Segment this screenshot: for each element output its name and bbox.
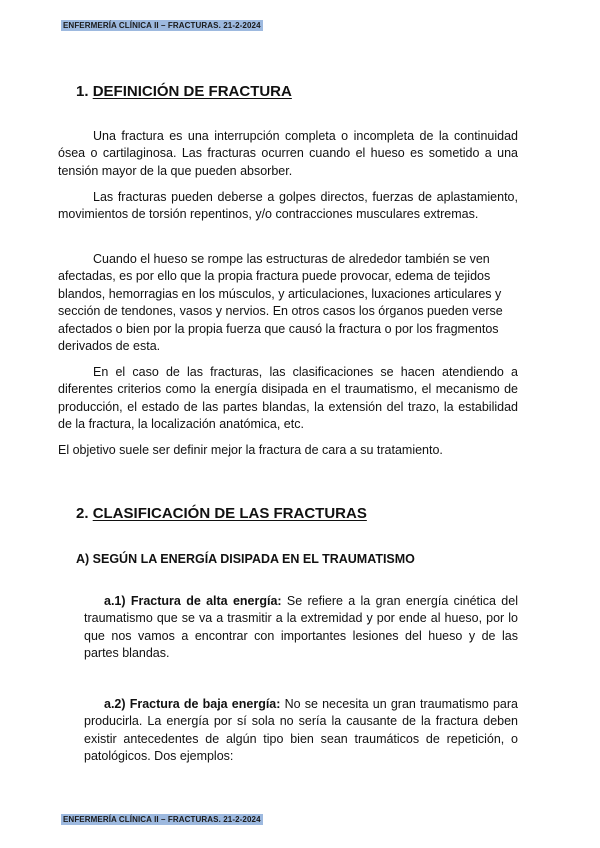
- causes-paragraph: Las fracturas pueden deberse a golpes directos, fuerzas de aplastamiento, movimientos de torsión repentinos, y/o contracciones musculares extremas.: [58, 190, 518, 222]
- low-energy-label: a.2) Fractura de baja energía:: [104, 697, 281, 711]
- section-2-number: 2.: [76, 505, 93, 522]
- consequences-paragraph: Cuando el hueso se rompe las estructuras de alrededor también se ven afectadas, es por ello que la propia fractura puede provocar, edema de tejidos blandos, hemorragias en los músculos, y articulaciones, luxaciones articulares y sección de tendones, vasos y nervios. En otros casos los órganos pueden verse afectados o bien por la propia fuerza que causó la fractura o por los fragmentos derivados de esta.: [58, 252, 503, 354]
- section-2-heading: [76, 505, 367, 523]
- section-2-title: CLASIFICACIÓN DE LAS FRACTURAS: [92, 505, 367, 522]
- definition-paragraph: Una fractura es una interrupción completa o incompleta de la continuidad ósea o cartilaginosa. Las fracturas ocurren cuando el hueso es sometido a una tensión mayor de la que pueden absorber.: [58, 129, 518, 178]
- classification-criteria-paragraph: En el caso de las fracturas, las clasificaciones se hacen atendiendo a diferentes criterios como la energía disipada en el traumatismo, el mecanismo de producción, el estado de las partes blandas, la extensión del trazo, la estabilidad de la fractura, la localización anatómica, etc.: [58, 365, 518, 432]
- energy-subheading: A) SEGÚN LA ENERGÍA DISIPADA EN EL TRAUMATISMO: [76, 552, 415, 566]
- page-header: ENFERMERÍA CLÍNICA II – FRACTURAS. 21-2-2024: [63, 21, 261, 30]
- high-energy-fracture-item: [84, 593, 518, 663]
- section-1-number: 1.: [76, 83, 93, 100]
- section-1-title: DEFINICIÓN DE FRACTURA: [92, 83, 292, 100]
- high-energy-label: a.1) Fractura de alta energía:: [104, 594, 282, 608]
- page-footer: ENFERMERÍA CLÍNICA II – FRACTURAS. 21-2-2024: [63, 815, 261, 824]
- section-1-heading: [76, 83, 292, 101]
- low-energy-text: No se necesita un gran traumatismo para producirla. La energía por sí sola no sería la causante de la fractura deben existir antecedentes de algún tipo bien sean traumáticos de repetición, o patológicos. Dos ejemplos:: [84, 697, 518, 764]
- low-energy-fracture-item: [84, 696, 518, 766]
- high-energy-text: Se refiere a la gran energía cinética del traumatismo que se va a trasmitir a la extremidad y por ende al hueso, por lo que nos vamos a encontrar con importantes lesiones del hueso y de las partes blandas.: [84, 594, 518, 661]
- objective-paragraph: El objetivo suele ser definir mejor la fractura de cara a su tratamiento.: [58, 443, 443, 457]
